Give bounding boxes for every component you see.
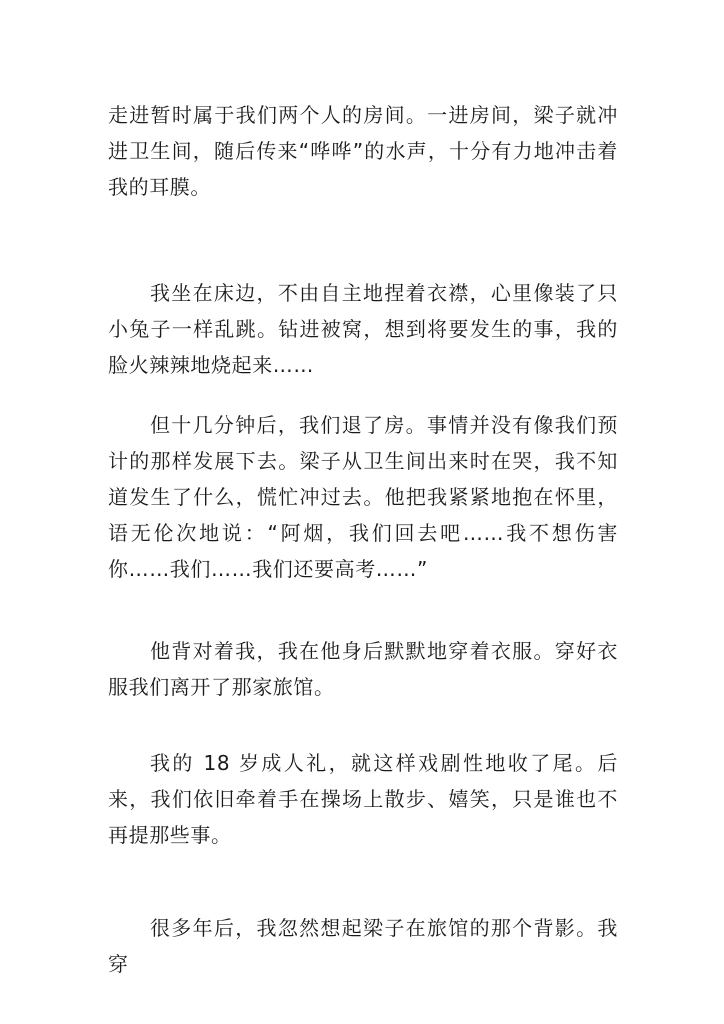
paragraph-5: 我的 18 岁成人礼，就这样戏剧性地收了尾。后来，我们依旧牵着手在操场上散步、嬉笑，只是谁也不再提那些事。 [108, 751, 618, 847]
paragraph-1: 走进暂时属于我们两个人的房间。一进房间，梁子就冲进卫生间，随后传来“哗哗”的水声，十分有力地冲击着我的耳膜。 [108, 103, 618, 199]
paragraph-4: 他背对着我，我在他身后默默地穿着衣服。穿好衣服我们离开了那家旅馆。 [108, 639, 618, 699]
paragraph-3: 但十几分钟后，我们退了房。事情并没有像我们预计的那样发展下去。梁子从卫生间出来时在哭，我不知道发生了什么，慌忙冲过去。他把我紧紧地抱在怀里，语无伦次地说：“阿烟，我们回去吧……我不想伤害你……我们……我们还要高考……” [108, 413, 618, 581]
paragraph-2: 我坐在床边，不由自主地捏着衣襟，心里像装了只小兔子一样乱跳。钻进被窝，想到将要发生的事，我的脸火辣辣地烧起来…… [108, 281, 618, 377]
paragraph-6: 很多年后，我忽然想起梁子在旅馆的那个背影。我穿 [108, 916, 618, 976]
